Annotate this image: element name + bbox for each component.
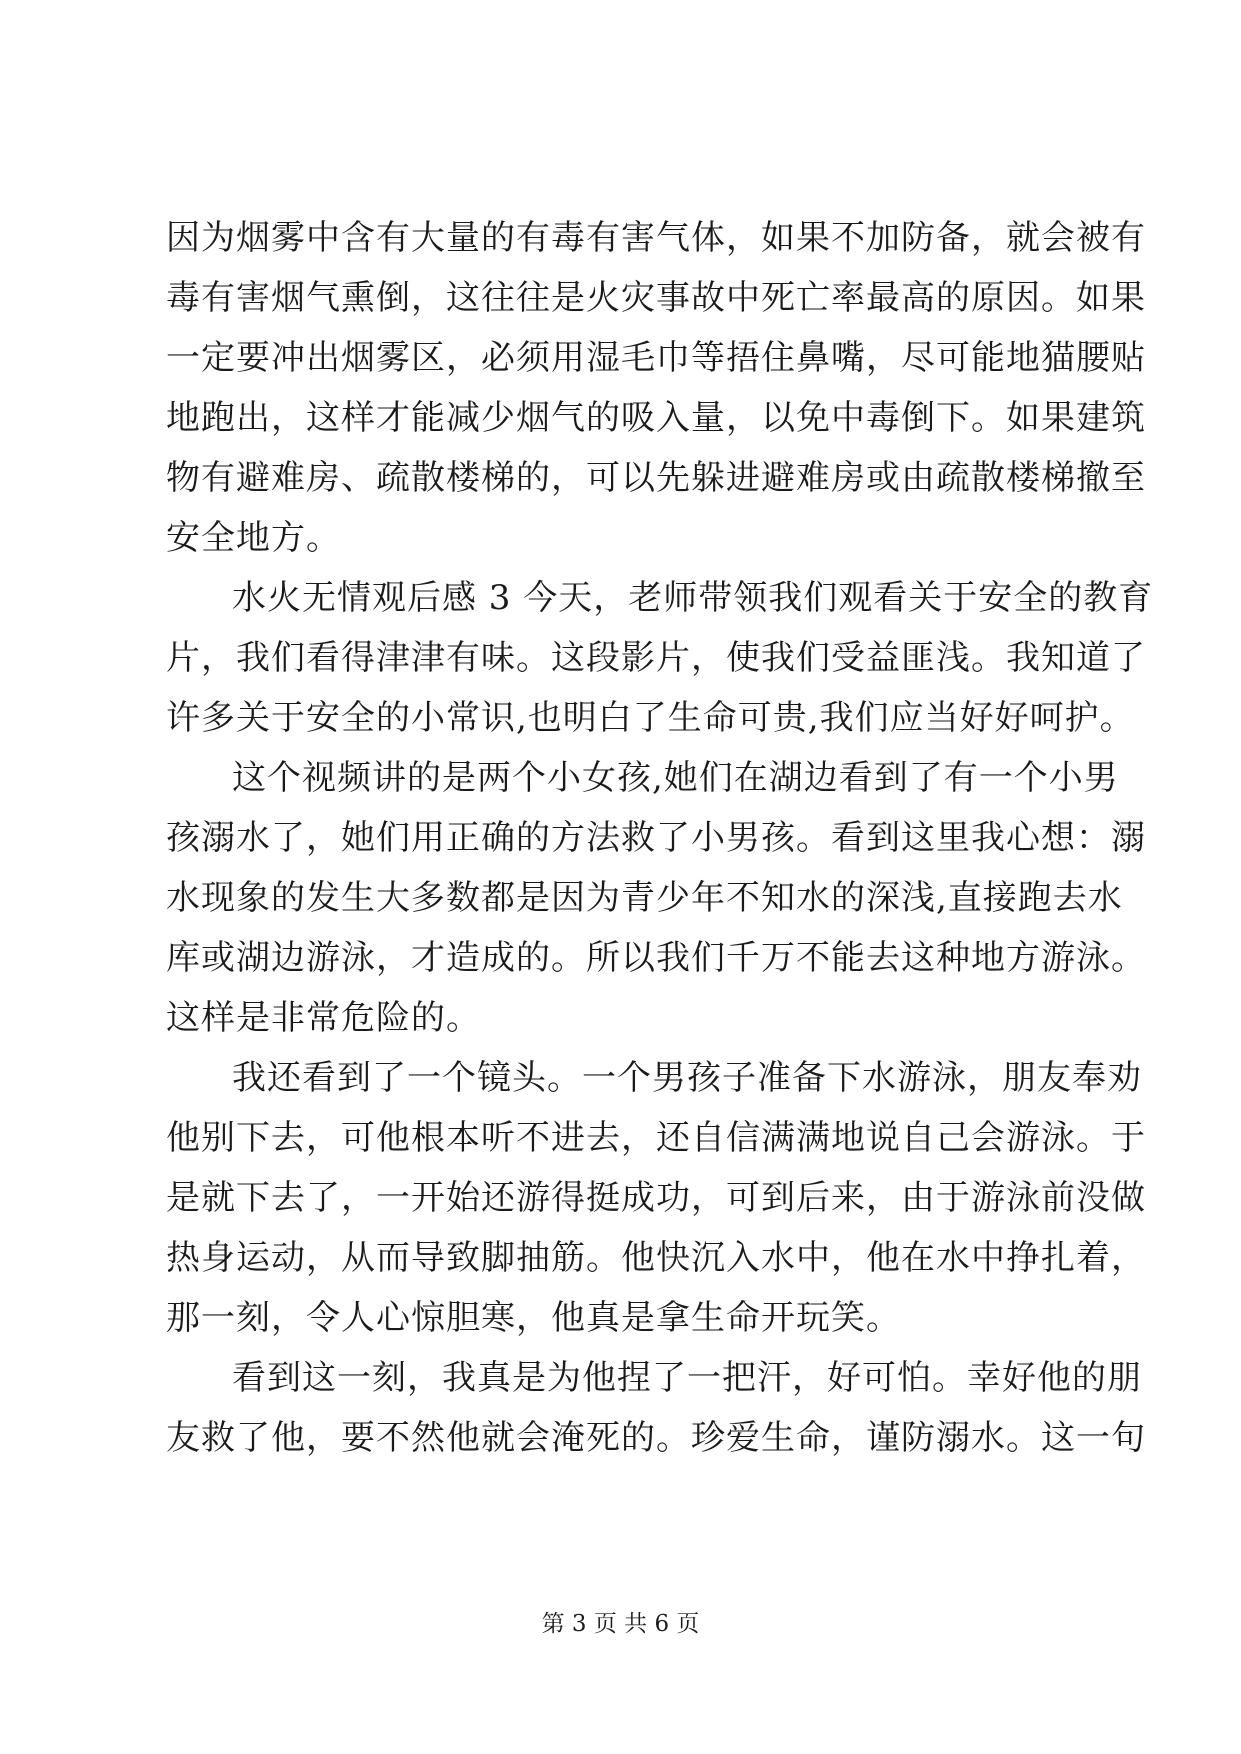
- page-number-footer: 第 3 页 共 6 页: [541, 1611, 700, 1637]
- text-line: 他别下去，可他根本听不进去，还自信满满地说自己会游泳。于: [166, 1118, 1146, 1158]
- text-line: 是就下去了，一开始还游得挺成功，可到后来，由于游泳前没做: [166, 1178, 1146, 1218]
- paragraph-2: [166, 568, 1154, 748]
- text-line: 因为烟雾中含有大量的有毒有害气体，如果不加防备，就会被有: [166, 218, 1146, 258]
- text-line: 物有避难房、疏散楼梯的，可以先躲进避难房或由疏散楼梯撤至: [166, 458, 1146, 498]
- text-line: 我还看到了一个镜头。一个男孩子准备下水游泳，朋友奉劝: [232, 1058, 1142, 1098]
- text-line: 热身运动，从而导致脚抽筋。他快沉入水中，他在水中挣扎着，: [166, 1238, 1146, 1278]
- paragraph-5: [166, 1348, 1146, 1468]
- text-line: 片，我们看得津津有味。这段影片，使我们受益匪浅。我知道了: [166, 638, 1146, 678]
- paragraph-4: [166, 1048, 1146, 1348]
- text-line: 这个视频讲的是两个小女孩,她们在湖边看到了有一个小男: [232, 758, 1119, 798]
- text-line: 地跑出，这样才能减少烟气的吸入量，以免中毒倒下。如果建筑: [166, 398, 1146, 438]
- text-line: 库或湖边游泳，才造成的。所以我们千万不能去这种地方游泳。: [166, 938, 1146, 978]
- text-line: 安全地方。: [166, 518, 341, 558]
- document-body: [166, 208, 1154, 1468]
- text-line: 许多关于安全的小常识,也明白了生命可贵,我们应当好好呵护。: [166, 698, 1135, 738]
- text-line: 一定要冲出烟雾区，必须用湿毛巾等捂住鼻嘴，尽可能地猫腰贴: [166, 338, 1146, 378]
- text-line: 友救了他，要不然他就会淹死的。珍爱生命，谨防溺水。这一句: [166, 1418, 1146, 1458]
- paragraph-3: [166, 748, 1146, 1048]
- text-line: 水火无情观后感 3 今天，老师带领我们观看关于安全的教育: [232, 578, 1154, 618]
- text-line: 水现象的发生大多数都是因为青少年不知水的深浅,直接跑去水: [166, 878, 1123, 918]
- text-line: 那一刻，令人心惊胆寒，他真是拿生命开玩笑。: [166, 1298, 901, 1338]
- paragraph-1: [166, 208, 1146, 568]
- text-line: 这样是非常危险的。: [166, 998, 481, 1038]
- text-line: 毒有害烟气熏倒，这往往是火灾事故中死亡率最高的原因。如果: [166, 278, 1146, 318]
- text-line: 孩溺水了，她们用正确的方法救了小男孩。看到这里我心想：溺: [166, 818, 1146, 858]
- text-line: 看到这一刻，我真是为他捏了一把汗，好可怕。幸好他的朋: [232, 1358, 1142, 1398]
